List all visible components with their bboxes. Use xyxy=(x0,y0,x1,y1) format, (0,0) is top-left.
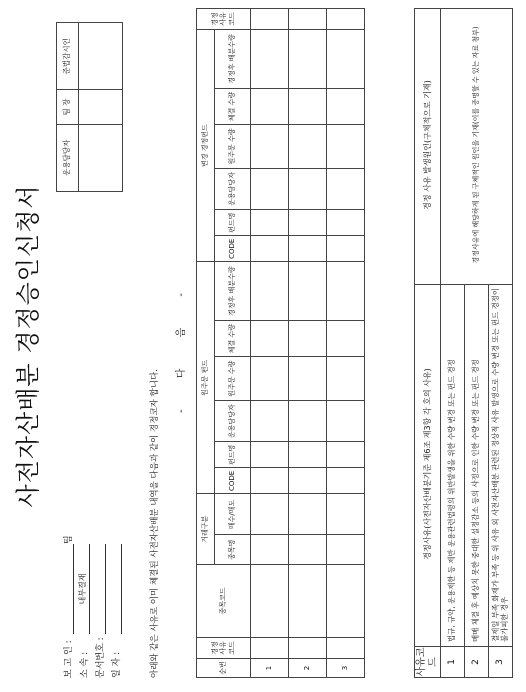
reason-num: 3 xyxy=(489,647,513,678)
field-line xyxy=(109,544,122,634)
reason-header: 경정사유(사전자산배분기준 제6조 제3항 각 호의 사유) xyxy=(415,285,441,647)
reason-note: 경정사유에 해당하게 된 구체적인 원인을 기재(이를 증명할 수 있는 자료 첨부) xyxy=(441,9,513,285)
table-row xyxy=(251,9,289,678)
sub-header: 펀드명 xyxy=(215,442,251,468)
intro-text: 아래와 같은 사유로 이미 체결된 사전자산배분 내역을 다음과 같이 경정코자 합니다. xyxy=(150,369,160,678)
sub-header: 원주문 수량 xyxy=(215,357,251,401)
signature-table xyxy=(56,22,123,192)
sub-header: 경정후 배분수량 xyxy=(215,30,251,89)
sub-header: CODE xyxy=(215,236,251,262)
sign-header: 준법감시인 xyxy=(57,23,79,90)
field-value: 내부결재 xyxy=(77,544,90,634)
reason-text: 결제일 부족 화재가 부족 등 위 사유 외 사전자산배분 관련된 정상적 사유 발생으로 수량 변경 또는 펀드 경정이 불가피한 경우 xyxy=(489,285,513,647)
field-label: 소 속 : xyxy=(80,651,90,678)
field-suffix: 팀 xyxy=(64,535,74,544)
col-item-name: 종목명 xyxy=(215,535,251,565)
center-mark: - 다 음 - xyxy=(176,278,187,414)
table-row xyxy=(327,9,365,678)
reason-num: 1 xyxy=(441,647,465,678)
row-no: 3 xyxy=(327,659,365,678)
reason-num: 2 xyxy=(465,647,489,678)
row-no: 2 xyxy=(289,659,327,678)
col-trade-group: 거래구분 xyxy=(197,494,215,565)
reason-text: 매매 체결 후 예상치 못한 중대한 설정감소 등의 사정으로 인한 수량 변경 또는 펀드 경정 xyxy=(465,285,489,647)
group-after: 변경 경정펀드 xyxy=(197,30,215,262)
group-original: 원주문 펀드 xyxy=(197,262,215,494)
sub-header: 경정후 배분수량 xyxy=(215,262,251,321)
sub-header: 운용담당자 xyxy=(215,168,251,209)
field-docno xyxy=(90,518,106,678)
sign-header: 팀 장 xyxy=(57,90,79,124)
col-reason: 경정 사유 코드 xyxy=(197,638,251,659)
reason-text: 법규, 규약, 운용제한 등 제반 운용관련법령의 위반발생을 위한 수량 변경 또는 펀드 경정 xyxy=(441,285,465,647)
field-line xyxy=(93,544,106,634)
report-fields xyxy=(58,518,122,678)
field-label: 보 고 인 : xyxy=(64,640,74,678)
reason-section-label: 사유코드 xyxy=(416,647,439,677)
sign-box xyxy=(79,124,123,191)
row-no: 1 xyxy=(251,659,289,678)
sub-header: 체결 수량 xyxy=(215,88,251,124)
reason-code-table xyxy=(414,8,513,678)
sub-header: 운용담당자 xyxy=(215,401,251,442)
document-title: 사전자산배분 경정승인신청서 xyxy=(14,184,42,508)
sign-box xyxy=(79,90,123,124)
col-no: 순번 xyxy=(197,659,251,678)
col-item-code: 종목코드 xyxy=(197,565,251,638)
col-trade-type: 매수/매도 xyxy=(215,494,251,535)
field-label: 일 자 : xyxy=(112,651,122,678)
col-reason-code: 경정사유 코드 xyxy=(197,9,251,30)
sub-header: 체결 수량 xyxy=(215,321,251,357)
reason-header-right: 경정 사유 발생원인(구체적으로 기재) xyxy=(415,9,441,285)
sub-header: 펀드명 xyxy=(215,210,251,236)
field-reporter xyxy=(58,518,74,678)
field-line xyxy=(61,544,74,634)
field-date xyxy=(106,518,122,678)
field-label: 문서번호 : xyxy=(96,637,106,678)
sub-header: CODE xyxy=(215,468,251,494)
field-dept xyxy=(74,518,90,678)
sign-box xyxy=(79,23,123,90)
table-row xyxy=(289,9,327,678)
sub-header: 원주문 수량 xyxy=(215,125,251,169)
allocation-table xyxy=(196,8,365,678)
sign-header: 운용담당자 xyxy=(57,124,79,191)
